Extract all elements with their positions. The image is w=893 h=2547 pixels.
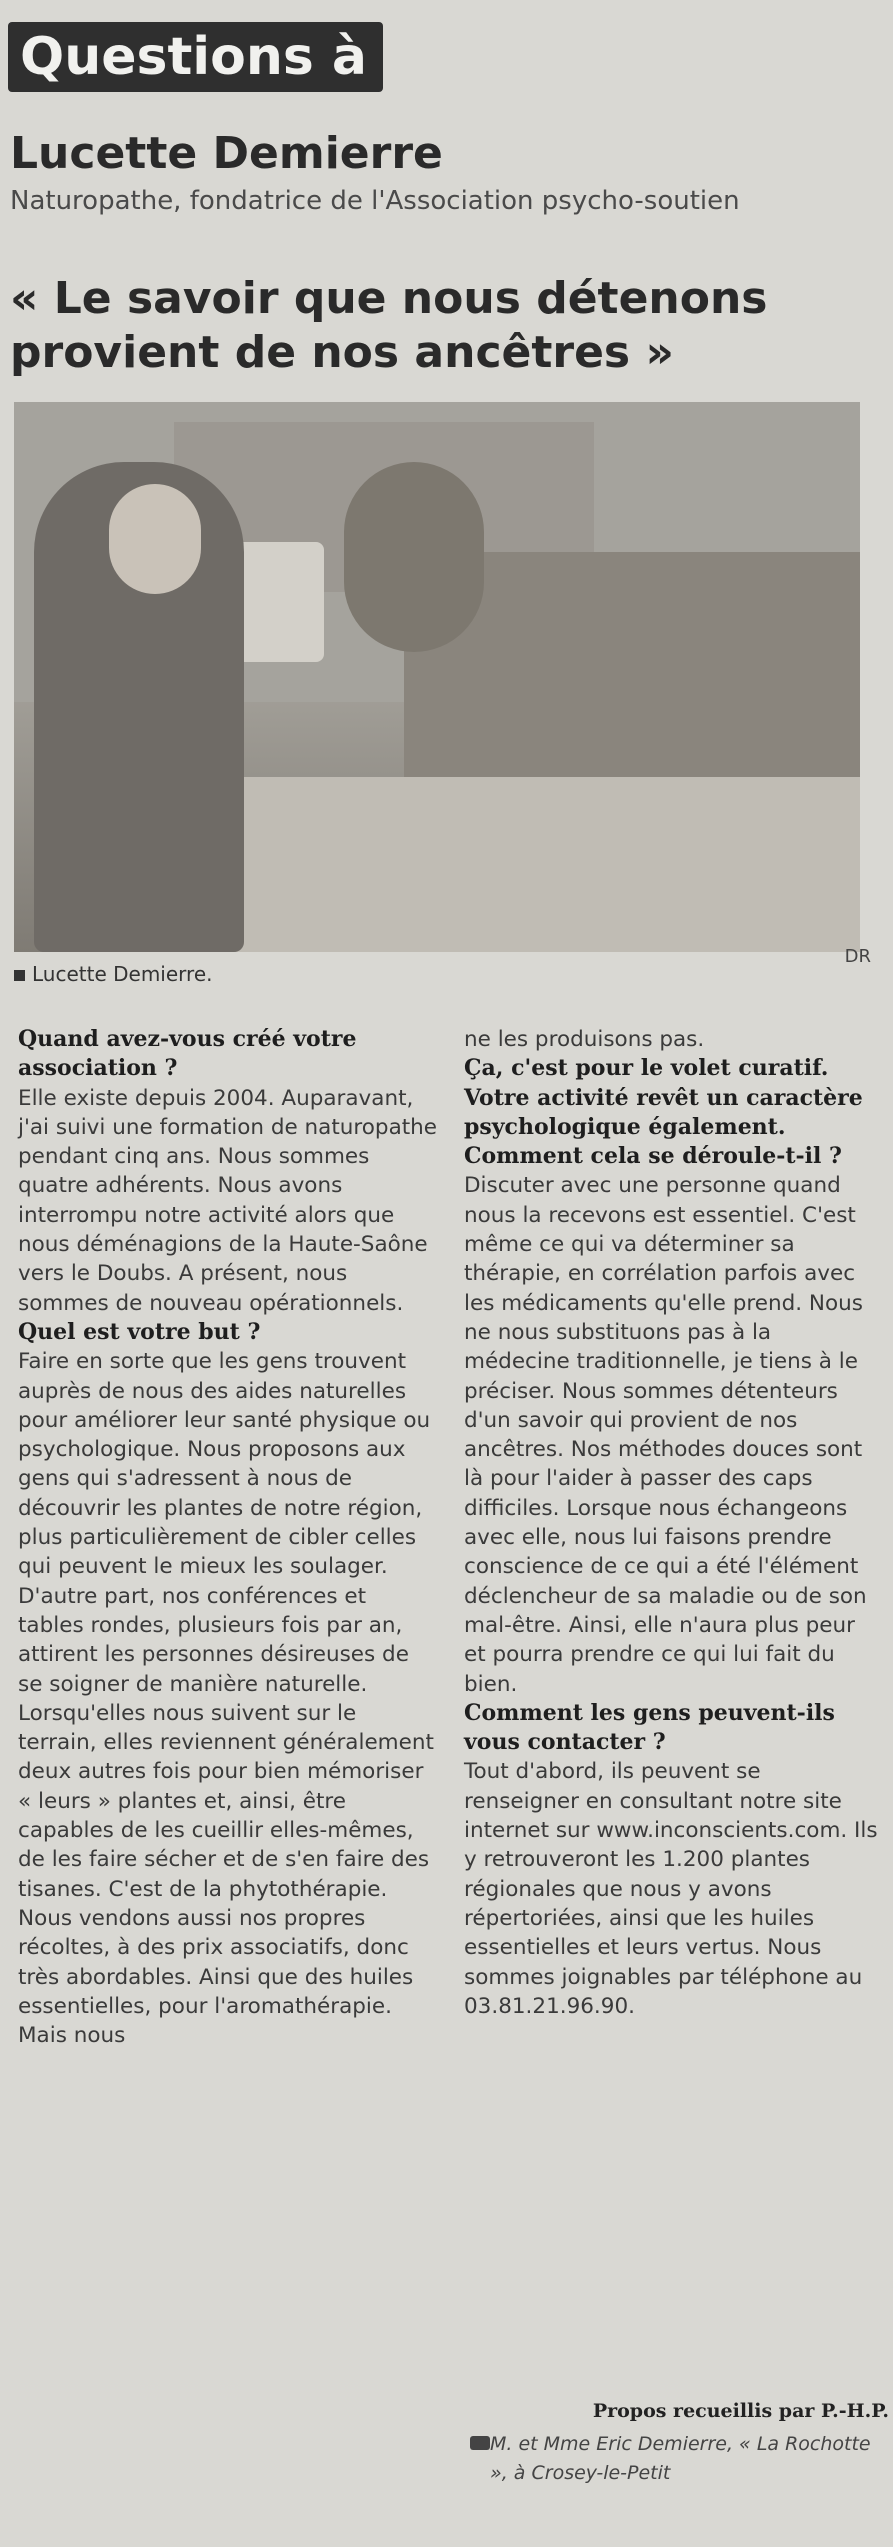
left-column <box>18 1025 438 2050</box>
question: Ça, c'est pour le volet curatif. Votre activité revêt un caractère psychologique également. Comment cela se déroule-t-il ? <box>464 1055 863 1170</box>
answer-paragraph: ne les produisons pas. <box>464 1027 705 1052</box>
answer-paragraph: Faire en sorte que les gens trouvent auprès de nous des aides naturelles pour améliorer leur santé physique ou psychologique. Nous proposons aux gens qui s'adressent à nous de découvrir les plantes de notre région, plus particulièrement de cibler celles qui peuvent le mieux les soulager. <box>18 1349 431 1580</box>
camera-icon <box>470 2436 490 2450</box>
headline: « Le savoir que nous détenons provient de nos ancêtres » <box>10 273 768 378</box>
photo-caption-text: Lucette Demierre. <box>32 962 213 986</box>
caption-square-icon <box>14 970 25 981</box>
bottom-photo-credit: M. et Mme Eric Demierre, « La Rochotte », à Crosey-le-Petit <box>490 2433 871 2484</box>
question: Quand avez-vous créé votre association ? <box>18 1026 357 1082</box>
answer-paragraph: Elle existe depuis 2004. Auparavant, j'ai suivi une formation de naturopathe pendant cinq ans. Nous sommes quatre adhérents. Nous avons interrompu notre activité alors que nous déménagions de la Haute-Saône vers le Doubs. A présent, nous sommes de nouveau opérationnels. <box>18 1085 438 1316</box>
answer-paragraph: Discuter avec une personne quand nous la recevons est essentiel. C'est même ce qui va déterminer sa thérapie, en corrélation parfois avec les médicaments qu'elle prend. Nous ne nous substituons pas à la médecine traditionnelle, je tiens à le préciser. Nous sommes détenteurs d'un savoir qui provient de nos ancêtres. Nos méthodes douces sont là pour l'aider à passer des caps difficiles. Lorsque nous échangeons avec elle, nous lui faisons prendre conscience de ce qui a été l'élément déclencheur de sa maladie ou de son mal-être. Ainsi, elle n'aura plus peur et pourra prendre ce qui lui fait du bien. <box>464 1173 867 1697</box>
photo-caption <box>14 962 212 986</box>
photo-scale <box>234 542 324 662</box>
article-photo <box>14 402 860 952</box>
photo-credit: DR <box>844 946 871 967</box>
interviewee-role: Naturopathe, fondatrice de l'Association psycho-soutien <box>10 186 740 216</box>
question: Comment les gens peuvent-ils vous contacter ? <box>464 1699 835 1756</box>
photo-poster-figure <box>344 462 484 652</box>
interviewee-name: Lucette Demierre <box>10 128 443 179</box>
signature: Propos recueillis par P.-H.P. <box>592 2400 889 2422</box>
question: Quel est votre but ? <box>18 1318 261 1345</box>
photo-counter <box>234 777 860 952</box>
answer-paragraph: Tout d'abord, ils peuvent se renseigner en consultant notre site internet sur www.inconscients.com. Ils y retrouveront les 1.200 plantes régionales que nous y avons répertoriées, ainsi que les huiles essentielles et leurs vertus. Nous sommes joignables par téléphone au 03.81.21.96.90. <box>464 1759 878 2019</box>
right-column <box>464 1025 882 2021</box>
section-kicker: Questions à <box>8 22 383 92</box>
photo-face <box>109 484 201 594</box>
answer-paragraph: D'autre part, nos conférences et tables rondes, plusieurs fois par an, attirent les personnes désireuses de se soigner de manière naturelle. Lorsqu'elles nous suivent sur le terrain, elles reviennent généralement deux autres fois pour bien mémoriser « leurs » plantes et, ainsi, être capables de les cueillir elles-mêmes, de les faire sécher et de s'en faire des tisanes. C'est de la phytothérapie. Nous vendons aussi nos propres récoltes, à des prix associatifs, donc très abordables. Ainsi que des huiles essentielles, pour l'aromathérapie. Mais nous <box>18 1583 434 2049</box>
